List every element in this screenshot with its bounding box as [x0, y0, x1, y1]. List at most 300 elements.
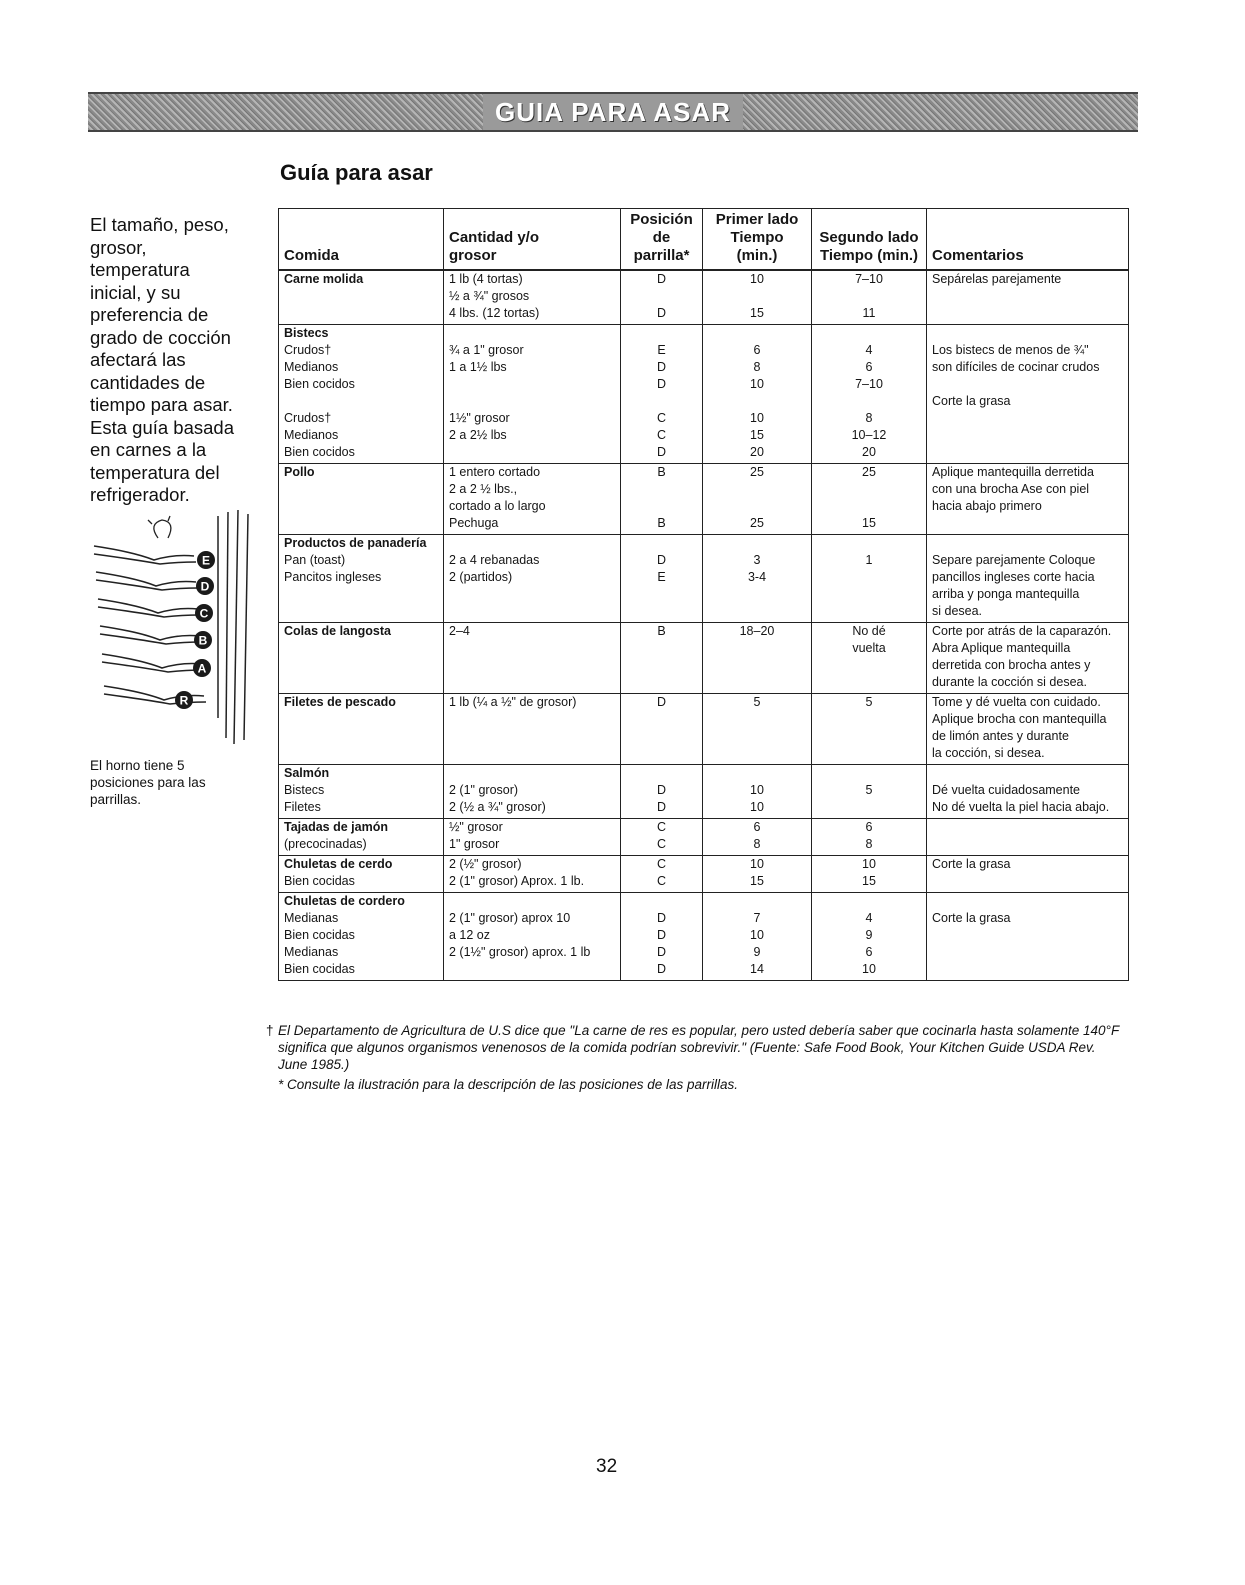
rack-caption	[90, 758, 250, 809]
cell-line: 2 (1" grosor)	[449, 783, 519, 797]
cell-line	[708, 535, 806, 552]
cell-line: 3-4	[747, 570, 767, 584]
rack-badge-label: A	[197, 661, 207, 676]
header-cantidad	[444, 209, 621, 271]
cell-line	[708, 893, 806, 910]
header-comentarios-line: Comentarios	[932, 247, 1024, 264]
cell-line: 1" grosor	[449, 837, 500, 851]
cell-line	[932, 376, 1123, 393]
cell-line	[626, 325, 697, 342]
table-row	[279, 270, 1129, 325]
cell-line: Los bistecs de menos de ¾"	[932, 343, 1089, 357]
cell-line: Bien cocidas	[284, 962, 355, 976]
cell-line: (precocinadas)	[284, 837, 367, 851]
cell-cantidad	[444, 819, 621, 856]
footnote-dagger	[266, 1022, 1128, 1073]
cell-line: Bien cocidas	[284, 874, 355, 888]
cell-line	[449, 535, 615, 552]
cell-line: Sepárelas parejamente	[932, 272, 1062, 286]
table-row	[279, 694, 1129, 765]
table-row	[279, 464, 1129, 535]
cell-line	[932, 325, 1123, 342]
cell-line	[284, 305, 438, 322]
cell-line: 2 a 2½ lbs	[449, 428, 507, 442]
page-number: 32	[596, 1456, 618, 1477]
cell-comentarios	[927, 765, 1129, 819]
cell-line: Dé vuelta cuidadosamente	[932, 783, 1081, 797]
cell-line	[817, 325, 921, 342]
cell-line: con una brocha Ase con piel	[932, 482, 1090, 496]
table-header-row	[279, 209, 1129, 271]
cell-line: D	[656, 783, 667, 797]
cell-line: C	[656, 857, 667, 871]
cell-cantidad	[444, 765, 621, 819]
table-row	[279, 535, 1129, 623]
intro-line: grosor,	[90, 236, 147, 258]
footnote-asterisk: * Consulte la ilustración para la descripción de las posiciones de las parrillas.	[278, 1077, 738, 1092]
cell-comentarios	[927, 623, 1129, 694]
cell-line: Pancitos ingleses	[284, 570, 382, 584]
cell-line: 10	[750, 800, 764, 814]
cell-comida	[279, 325, 444, 464]
cell-line: 20	[750, 445, 764, 459]
cell-line: Bien cocidos	[284, 377, 355, 391]
cell-line: C	[656, 874, 667, 888]
caption-line: posiciones para las	[90, 775, 206, 790]
broiling-guide-table	[278, 208, 1129, 981]
cell-line	[626, 393, 697, 410]
cell-line	[449, 765, 615, 782]
table-row	[279, 623, 1129, 694]
cell-line: Chuletas de cerdo	[284, 857, 393, 871]
cell-line	[708, 325, 806, 342]
cell-line: Corte por atrás de la caparazón.	[932, 624, 1112, 638]
cell-comentarios	[927, 270, 1129, 325]
header-comida	[279, 209, 444, 271]
cell-line: la cocción, si desea.	[932, 746, 1045, 760]
cell-line: 7–10	[855, 272, 883, 286]
oven-door-lines-icon	[218, 510, 248, 744]
cell-line: 2–4	[449, 624, 470, 638]
cell-line: 10	[750, 377, 764, 391]
cell-line: 2 a 2 ½ lbs.,	[449, 482, 518, 496]
cell-line: 15	[862, 516, 876, 530]
cell-line	[626, 535, 697, 552]
cell-line: 2 (½" grosor)	[449, 857, 522, 871]
cell-line: pancillos ingleses corte hacia	[932, 570, 1095, 584]
cell-line: 15	[750, 306, 764, 320]
cell-line: D	[656, 272, 667, 286]
cell-posicion	[621, 623, 703, 694]
cell-line: 10	[750, 857, 764, 871]
cell-line: 2 (partidos)	[449, 570, 513, 584]
cell-line: Bistecs	[284, 326, 329, 340]
cell-line: ¾ a 1" grosor	[449, 343, 524, 357]
cell-line: 4 lbs. (12 tortas)	[449, 306, 540, 320]
cell-primer	[703, 893, 812, 981]
cell-line: D	[656, 928, 667, 942]
cell-primer	[703, 464, 812, 535]
rack-badge-label: R	[179, 693, 189, 708]
cell-line	[708, 498, 806, 515]
table-row	[279, 819, 1129, 856]
cell-line: B	[657, 516, 666, 530]
table-row	[279, 856, 1129, 893]
cell-cantidad	[444, 464, 621, 535]
caption-line: parrillas.	[90, 792, 142, 807]
rack-line	[102, 654, 204, 672]
cell-line	[932, 765, 1123, 782]
cell-cantidad	[444, 893, 621, 981]
cell-line: Pechuga	[449, 516, 499, 530]
cell-posicion	[621, 765, 703, 819]
cell-line: 1½" grosor	[449, 411, 510, 425]
cell-segundo	[812, 464, 927, 535]
cell-line: 8	[753, 837, 761, 851]
cell-line: 15	[750, 428, 764, 442]
cell-line: 25	[750, 465, 764, 479]
cell-line: Medianos	[284, 428, 339, 442]
cell-line: Separe parejamente Coloque	[932, 553, 1096, 567]
cell-comida	[279, 270, 444, 325]
cell-posicion	[621, 325, 703, 464]
cell-cantidad	[444, 694, 621, 765]
cell-line	[449, 376, 615, 393]
cell-line	[932, 535, 1123, 552]
cell-line: Productos de panadería	[284, 536, 427, 550]
cell-line: Crudos†	[284, 343, 332, 357]
cell-segundo	[812, 325, 927, 464]
cell-line: 5	[753, 695, 761, 709]
table-row	[279, 325, 1129, 464]
banner-title: GUIA PARA ASAR	[483, 94, 743, 130]
cell-line: D	[656, 445, 667, 459]
header-comida-line: Comida	[284, 247, 340, 264]
cell-line: ½" grosor	[449, 820, 503, 834]
cell-line: 1 a 1½ lbs	[449, 360, 507, 374]
cell-line	[817, 765, 921, 782]
cell-line	[708, 288, 806, 305]
cell-primer	[703, 819, 812, 856]
cell-line: No dé	[852, 624, 886, 638]
cell-line: 20	[862, 445, 876, 459]
cell-line: 4	[865, 911, 873, 925]
cell-line: 5	[865, 783, 873, 797]
intro-line: preferencia de	[90, 304, 209, 325]
table-body	[279, 270, 1129, 981]
cell-line: Corte la grasa	[932, 857, 1011, 871]
intro-line: temperatura del	[90, 461, 220, 483]
cell-comentarios	[927, 819, 1129, 856]
cell-line: 6	[865, 360, 873, 374]
cell-line: 8	[753, 360, 761, 374]
rack-line	[94, 546, 196, 564]
cell-primer	[703, 856, 812, 893]
cell-line: Bien cocidos	[284, 445, 355, 459]
cell-line: 2 (1" grosor) Aprox. 1 lb.	[449, 874, 585, 888]
rack-badge-label: C	[199, 606, 209, 621]
header-primer-line: Primer lado	[715, 211, 799, 228]
cell-line	[284, 288, 438, 305]
cell-line: C	[656, 411, 667, 425]
cell-line: 2 a 4 rebanadas	[449, 553, 540, 567]
cell-line: hacia abajo primero	[932, 499, 1042, 513]
cell-line: D	[656, 911, 667, 925]
header-posicion-line: Posición	[630, 211, 693, 228]
cell-line	[284, 498, 438, 515]
cell-line: D	[656, 695, 667, 709]
cell-line: Aplique brocha con mantequilla	[932, 712, 1107, 726]
cell-line	[817, 393, 921, 410]
cell-line: Filetes	[284, 800, 321, 814]
cell-cantidad	[444, 325, 621, 464]
cell-line	[708, 765, 806, 782]
rack-line	[96, 572, 198, 590]
cell-comida	[279, 694, 444, 765]
cell-line: C	[656, 820, 667, 834]
cell-line: 10–12	[851, 428, 887, 442]
cell-line: Pollo	[284, 465, 315, 479]
cell-line: Bistecs	[284, 783, 325, 797]
intro-line: tiempo para asar.	[90, 394, 233, 415]
cell-line: 9	[753, 945, 761, 959]
cell-comentarios	[927, 893, 1129, 981]
cell-line: 3	[753, 553, 761, 567]
cell-comida	[279, 765, 444, 819]
cell-line	[626, 498, 697, 515]
cell-line: Filetes de pescado	[284, 695, 396, 709]
cell-line: Medianas	[284, 945, 339, 959]
cell-line	[284, 515, 438, 532]
cell-line: D	[656, 360, 667, 374]
cell-line: a 12 oz	[449, 928, 491, 942]
cell-comentarios	[927, 325, 1129, 464]
rack-lines-icon	[94, 546, 206, 704]
cell-line: si desea.	[932, 604, 983, 618]
intro-line: inicial, y su	[90, 281, 181, 303]
cell-line: Abra Aplique mantequilla	[932, 641, 1071, 655]
cell-line	[817, 893, 921, 910]
cell-comida	[279, 464, 444, 535]
header-cantidad-line: grosor	[449, 247, 497, 264]
cell-line: 1 lb (¼ a ½" de grosor)	[449, 695, 577, 709]
cell-line: vuelta	[852, 641, 886, 655]
cell-line: 10	[862, 962, 876, 976]
cell-comida	[279, 535, 444, 623]
cell-line: Aplique mantequilla derretida	[932, 465, 1094, 479]
cell-line: No dé vuelta la piel hacia abajo.	[932, 800, 1110, 814]
cell-line: Salmón	[284, 766, 330, 780]
cell-segundo	[812, 623, 927, 694]
cell-line	[626, 765, 697, 782]
cell-posicion	[621, 694, 703, 765]
intro-line: El tamaño, peso,	[90, 214, 229, 235]
cell-segundo	[812, 819, 927, 856]
cell-primer	[703, 535, 812, 623]
cell-line: 6	[753, 820, 761, 834]
intro-line: afectará las	[90, 349, 186, 370]
cell-segundo	[812, 765, 927, 819]
cell-line: 15	[750, 874, 764, 888]
cell-line: D	[656, 306, 667, 320]
cell-line: 10	[750, 411, 764, 425]
oven-rack-illustration	[88, 508, 258, 748]
cell-line	[449, 393, 615, 410]
header-posicion	[621, 209, 703, 271]
cell-line	[626, 893, 697, 910]
cell-line: E	[657, 343, 666, 357]
section-title: Guía para asar	[280, 160, 433, 185]
cell-line: D	[656, 800, 667, 814]
header-posicion-line: de parrilla*	[633, 229, 690, 264]
header-segundo	[812, 209, 927, 271]
rack-badge-label: B	[198, 633, 208, 648]
cell-line: Pan (toast)	[284, 553, 346, 567]
cell-line	[284, 393, 438, 410]
cell-line: son difíciles de cocinar crudos	[932, 360, 1100, 374]
cell-line: 25	[750, 516, 764, 530]
cell-line: D	[656, 945, 667, 959]
cell-posicion	[621, 464, 703, 535]
cell-line: Colas de langosta	[284, 624, 391, 638]
cell-comida	[279, 819, 444, 856]
cell-line: 14	[750, 962, 764, 976]
header-comentarios	[927, 209, 1129, 271]
cell-line	[626, 481, 697, 498]
cell-line: 1 lb (4 tortas)	[449, 272, 523, 286]
cell-line: 10	[862, 857, 876, 871]
cell-cantidad	[444, 623, 621, 694]
intro-line: cantidades de	[90, 371, 206, 393]
table-row	[279, 765, 1129, 819]
cell-primer	[703, 325, 812, 464]
cell-line: 6	[865, 945, 873, 959]
cell-line: cortado a lo largo	[449, 499, 546, 513]
cell-comentarios	[927, 535, 1129, 623]
rack-badge-label: D	[200, 579, 210, 594]
cell-line	[817, 535, 921, 552]
cell-line	[817, 498, 921, 515]
cell-primer	[703, 623, 812, 694]
cell-line	[817, 799, 921, 816]
cell-line: 2 (½ a ¾" grosor)	[449, 800, 546, 814]
footnote-dagger-text: El Departamento de Agricultura de U.S dice que "La carne de res es popular, pero usted debería saber que cocinarla hasta solamente 140°F significa que algunos organismos venenosos de la comida podrían sobrevivir." (Fuente: Safe Food Book, Your Kitchen Guide USDA Rev. June 1985.)	[278, 1023, 1119, 1072]
cell-line: C	[656, 428, 667, 442]
cell-line: Tajadas de jamón	[284, 820, 388, 834]
cell-posicion	[621, 535, 703, 623]
cell-posicion	[621, 270, 703, 325]
broiling-guide-table-wrap	[278, 208, 1128, 981]
cell-line	[626, 288, 697, 305]
cell-line	[708, 481, 806, 498]
cell-segundo	[812, 856, 927, 893]
cell-posicion	[621, 893, 703, 981]
intro-line: temperatura	[90, 259, 190, 280]
cell-line	[449, 325, 615, 342]
header-segundo-line: Tiempo (min.)	[819, 247, 919, 264]
dagger-symbol: †	[266, 1023, 274, 1038]
cell-line: 1	[865, 553, 873, 567]
cell-primer	[703, 765, 812, 819]
cell-line: Carne molida	[284, 272, 364, 286]
caption-line: El horno tiene 5	[90, 758, 185, 773]
cell-line: 7	[753, 911, 761, 925]
cell-line: de limón antes y durante	[932, 729, 1069, 743]
intro-text	[90, 214, 260, 507]
cell-line: 15	[862, 874, 876, 888]
cell-line: 10	[750, 928, 764, 942]
cell-posicion	[621, 856, 703, 893]
cell-line: D	[656, 962, 667, 976]
header-primer-line: Tiempo (min.)	[730, 229, 784, 264]
header-primer	[703, 209, 812, 271]
cell-comentarios	[927, 464, 1129, 535]
cell-segundo	[812, 270, 927, 325]
intro-line: grado de cocción	[90, 326, 231, 348]
rack-badge-label: E	[201, 553, 211, 568]
cell-line: 18–20	[739, 624, 775, 638]
cell-line: derretida con brocha antes y	[932, 658, 1091, 672]
cell-line: D	[656, 553, 667, 567]
cell-line: 7–10	[855, 377, 883, 391]
cell-line: 6	[753, 343, 761, 357]
intro-line: refrigerador.	[90, 484, 190, 505]
cell-segundo	[812, 694, 927, 765]
intro-line: Esta guía basada	[90, 416, 234, 438]
cell-line	[817, 288, 921, 305]
cell-cantidad	[444, 856, 621, 893]
cell-line: Corte la grasa	[932, 394, 1011, 408]
cell-line	[284, 481, 438, 498]
cell-line: C	[656, 837, 667, 851]
cell-line: Chuletas de cordero	[284, 894, 405, 908]
page-banner	[88, 92, 1138, 132]
cell-comida	[279, 623, 444, 694]
intro-line: en carnes a la	[90, 439, 207, 460]
cell-comentarios	[927, 694, 1129, 765]
cell-line: 8	[865, 411, 873, 425]
rack-line	[100, 626, 202, 644]
cell-line: 1 entero cortado	[449, 465, 541, 479]
cell-line: D	[656, 377, 667, 391]
cell-line: 8	[865, 837, 873, 851]
cell-line	[932, 893, 1123, 910]
oven-knob-icon	[148, 516, 171, 538]
cell-line: 10	[750, 272, 764, 286]
cell-segundo	[812, 535, 927, 623]
cell-line: E	[657, 570, 666, 584]
cell-line: 5	[865, 695, 873, 709]
cell-line: Medianas	[284, 911, 339, 925]
cell-cantidad	[444, 270, 621, 325]
cell-line	[817, 481, 921, 498]
cell-line: B	[657, 465, 666, 479]
cell-line: durante la cocción si desea.	[932, 675, 1087, 689]
cell-line: ½ a ¾" grosos	[449, 289, 530, 303]
cell-line: 9	[865, 928, 873, 942]
cell-comentarios	[927, 856, 1129, 893]
cell-line: 11	[862, 306, 876, 320]
cell-comida	[279, 856, 444, 893]
cell-primer	[703, 270, 812, 325]
cell-primer	[703, 694, 812, 765]
cell-line: 2 (1½" grosor) aprox. 1 lb	[449, 945, 591, 959]
cell-segundo	[812, 893, 927, 981]
cell-line	[449, 961, 615, 978]
cell-line	[817, 569, 921, 586]
cell-line: Bien cocidas	[284, 928, 355, 942]
table-row	[279, 893, 1129, 981]
